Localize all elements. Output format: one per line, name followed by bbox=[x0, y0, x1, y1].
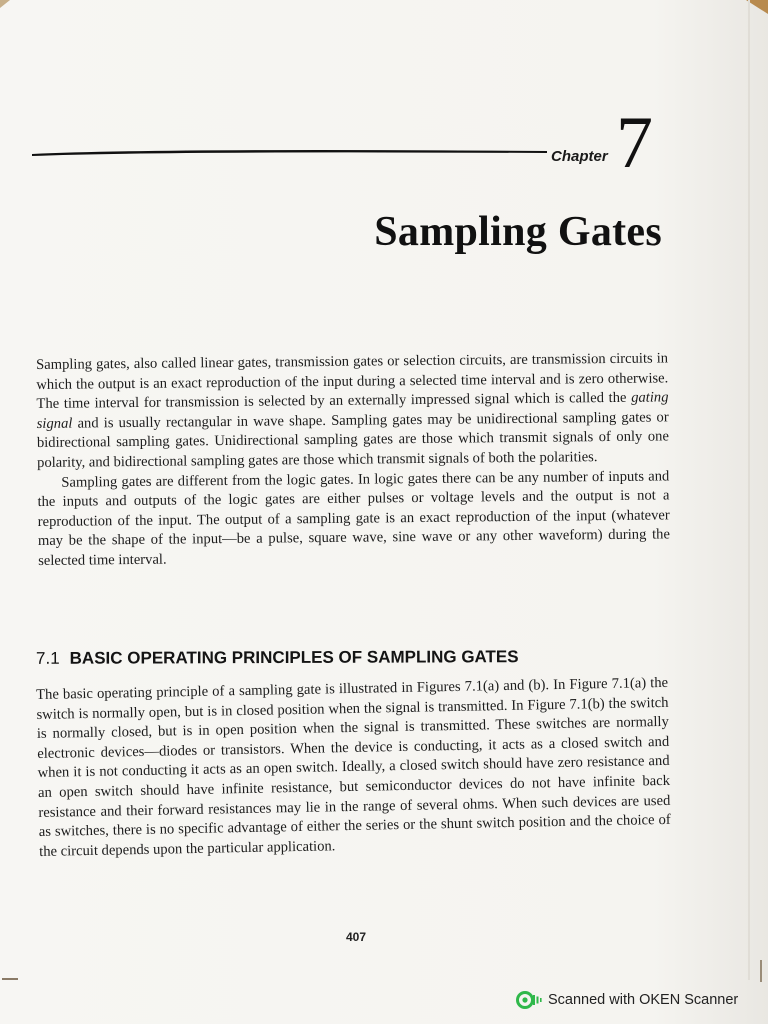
page-edge-mark bbox=[760, 960, 762, 982]
page-edge-shadow bbox=[748, 0, 750, 980]
oken-scanner-logo-icon bbox=[516, 990, 542, 1010]
scanner-watermark bbox=[516, 990, 738, 1010]
gating-signal-term: gating signal bbox=[36, 389, 669, 432]
page-number: 407 bbox=[346, 930, 367, 944]
intro-paragraph: Sampling gates are different from the logic gates. In logic gates there can be any number of inputs and the inputs and outputs of the logic gates are either pulses or voltage levels and the output is not a reproduction of the input. The output of a sampling gate is an exact reproduction of the input (whatever may be the shape of the input—be a pulse, square wave, sine wave or any other waveform) during the selected time interval. bbox=[37, 467, 670, 569]
page-corner-mark bbox=[0, 0, 10, 8]
section-title: BASIC OPERATING PRINCIPLES OF SAMPLING GATES bbox=[69, 647, 519, 668]
scanner-label: Scanned with OKEN Scanner bbox=[548, 992, 739, 1008]
section-heading bbox=[36, 647, 519, 669]
section-number: 7.1 bbox=[35, 648, 60, 668]
page-edge-mark bbox=[2, 978, 18, 980]
chapter-number: 7 bbox=[616, 102, 653, 184]
chapter-rule bbox=[32, 148, 547, 156]
chapter-label: Chapter bbox=[551, 148, 608, 165]
chapter-title: Sampling Gates bbox=[374, 209, 662, 255]
section-text bbox=[36, 674, 671, 862]
intro-paragraph: Sampling gates, also called linear gates, transmission gates or selection circuits, are transmission circuits in which the output is an exact reproduction of the input during a selected time interval and is zero otherwise. The time interval for transmission is selected by an externally impressed signal which is called the gating signal and is usually rectangular in wave shape. Sampling gates may be unidirectional sampling gates or bidirectional sampling gates. Unidirectional sampling gates are those which transmit signals of only one polarity, and bidirectional sampling gates are those which transmit signals of both the polarities. bbox=[36, 350, 669, 471]
section-paragraph: The basic operating principle of a sampling gate is illustrated in Figures 7.1(a) and (b). In Figure 7.1(a) the switch is normally open, but is in closed position when the signal is transmitted. In Figure 7.1(b) the switch is normally closed, but is in open position when the signal is transmitted. These switches are normally electronic devices—diodes or transistors. When the device is conducting, it acts as a closed switch and when it is not conducting it acts as an open switch. Ideally, a closed switch should have zero resistance and an open switch should have infinite resistance, but semiconductor devices do not have infinite back resistance and their forward resistances may lie in the range of several ohms. When such devices are used as switches, there is no specific advantage of either the series or the shunt switch position and the choice of the circuit depends upon the particular application. bbox=[36, 674, 671, 860]
intro-text bbox=[36, 349, 670, 571]
